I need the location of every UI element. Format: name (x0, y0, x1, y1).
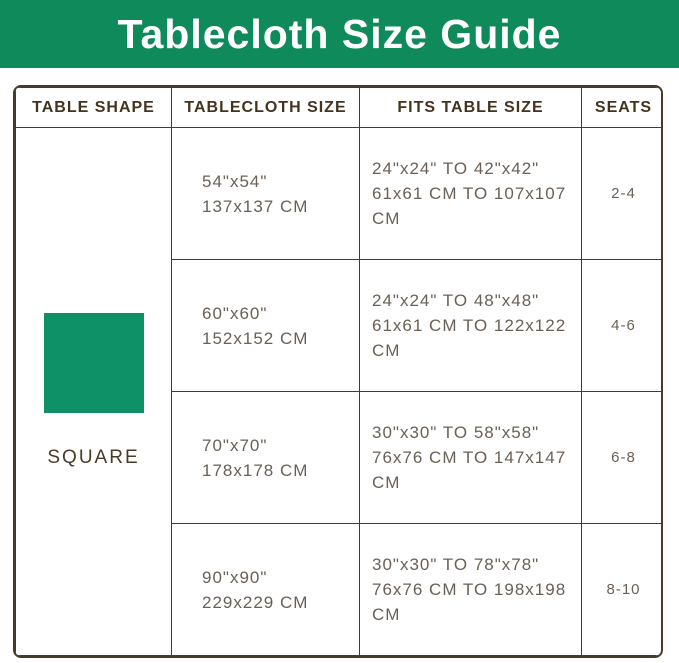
square-shape-swatch (44, 313, 144, 413)
size-guide-table (13, 85, 663, 658)
tablecloth-size-cell (172, 392, 360, 524)
size-cm: 152x152 CM (202, 328, 309, 348)
tablecloth-size-cell (172, 260, 360, 392)
table-header-row (16, 88, 664, 128)
size-inches: 70"x70" (202, 435, 268, 455)
fits-table-size-cell (360, 128, 582, 260)
size-guide-grid (15, 87, 663, 656)
fits-inches: 30"x30" TO 78"x78" (372, 555, 540, 574)
table-row (16, 128, 664, 260)
seats-cell: 6-8 (582, 392, 664, 524)
header-fits-table-size: FITS TABLE SIZE (360, 88, 582, 128)
fits-inches: 24"x24" TO 42"x42" (372, 159, 540, 178)
header-tablecloth-size: TABLECLOTH SIZE (172, 88, 360, 128)
header-seats: SEATS (582, 88, 664, 128)
fits-table-size-cell (360, 524, 582, 656)
shape-cell (16, 128, 172, 656)
header-table-shape: TABLE SHAPE (16, 88, 172, 128)
size-inches: 90"x90" (202, 567, 268, 587)
fits-table-size-cell (360, 260, 582, 392)
fits-inches: 24"x24" TO 48"x48" (372, 291, 540, 310)
fits-inches: 30"x30" TO 58"x58" (372, 423, 540, 442)
size-cm: 137x137 CM (202, 196, 309, 216)
size-inches: 54"x54" (202, 171, 268, 191)
size-inches: 60"x60" (202, 303, 268, 323)
seats-cell: 2-4 (582, 128, 664, 260)
fits-table-size-cell (360, 392, 582, 524)
fits-cm: 61x61 CM TO 107x107 CM (372, 184, 567, 228)
size-cm: 229x229 CM (202, 592, 309, 612)
fits-cm: 61x61 CM TO 122x122 CM (372, 316, 567, 360)
seats-cell: 8-10 (582, 524, 664, 656)
tablecloth-size-cell (172, 128, 360, 260)
shape-label: SQUARE (47, 447, 140, 468)
shape-group (16, 313, 171, 470)
page-title: Tablecloth Size Guide (117, 10, 562, 57)
size-cm: 178x178 CM (202, 460, 309, 480)
seats-cell: 4-6 (582, 260, 664, 392)
tablecloth-size-cell (172, 524, 360, 656)
fits-cm: 76x76 CM TO 198x198 CM (372, 580, 567, 624)
fits-cm: 76x76 CM TO 147x147 CM (372, 448, 567, 492)
title-banner (0, 0, 679, 68)
